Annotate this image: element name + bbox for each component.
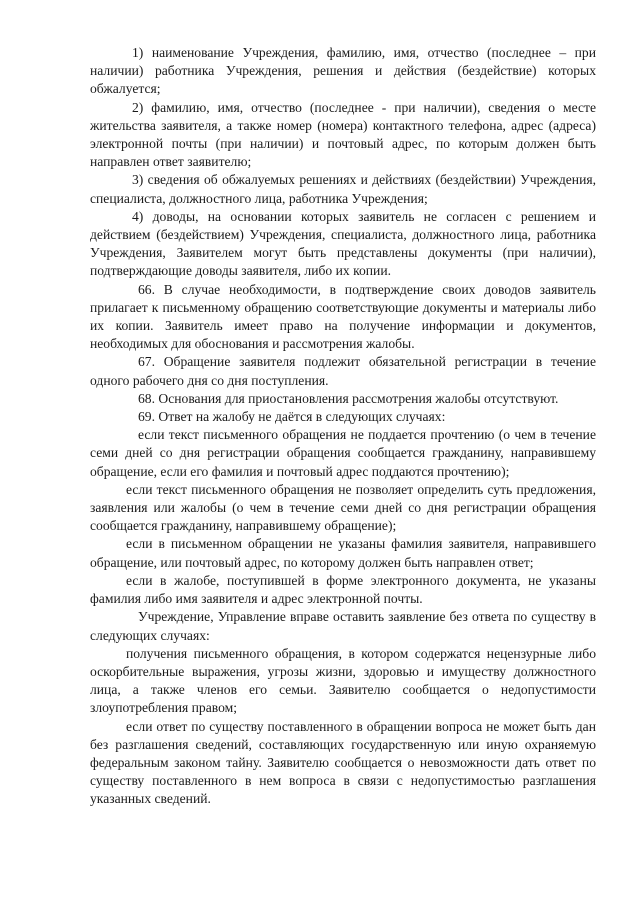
- item-2-paragraph: 2) фамилию, имя, отчество (последнее - при наличии), сведения о месте жительства заявителя, а также номер (номера) контактного телефона, адрес (адреса) электронной почты (при наличии) и почтовый адрес, по которым должен быть направлен ответ заявителю;: [90, 99, 596, 170]
- case-unclear-paragraph: если текст письменного обращения не позволяет определить суть предложения, заявления или жалобы (о чем в течение семи дней со дня регистрации обращения сообщается гражданину, направившему обращение);: [90, 481, 596, 534]
- clause-69-paragraph: 69. Ответ на жалобу не даётся в следующих случаях:: [138, 409, 446, 425]
- case-no-name-paragraph: если в письменном обращении не указаны фамилия заявителя, направившего обращение, или почтовый адрес, по которому должен быть направлен ответ;: [90, 536, 596, 570]
- case-offensive-paragraph: получения письменного обращения, в котором содержатся нецензурные либо оскорбительные выражения, угрозы жизни, здоровью и имуществу должностного лица, а также членов его семьи. Заявителю сообщается о недопустимости злоупотребления правом;: [90, 645, 596, 716]
- leave-without-answer-paragraph: Учреждение, Управление вправе оставить заявление без ответа по существу в следующих случаях:: [90, 609, 596, 643]
- document-body: [90, 44, 596, 809]
- clause-66-paragraph: 66. В случае необходимости, в подтверждение своих доводов заявитель прилагает к письменному обращению соответствующие документы и материалы либо их копии. Заявитель имеет право на получение информации и документов, необходимых для обоснования и рассмотрения жалобы.: [90, 281, 596, 352]
- item-1-paragraph: 1) наименование Учреждения, фамилию, имя, отчество (последнее – при наличии) работника Учреждения, решения и действия (бездействие) которых обжалуется;: [90, 45, 596, 97]
- item-3-paragraph: 3) сведения об обжалуемых решениях и действиях (бездействии) Учреждения, специалиста, должностного лица, работника Учреждения;: [90, 172, 596, 206]
- clause-67-paragraph: 67. Обращение заявителя подлежит обязательной регистрации в течение одного рабочего дня со дня поступления.: [90, 354, 596, 388]
- case-unreadable-paragraph: если текст письменного обращения не поддается прочтению (о чем в течение семи дней со дня регистрации обращения сообщается гражданину, направившему обращение, если его фамилия и почтовый адрес поддаются прочтению);: [90, 427, 596, 479]
- clause-68-paragraph: 68. Основания для приостановления рассмотрения жалобы отсутствуют.: [138, 390, 559, 406]
- case-electronic-paragraph: если в жалобе, поступившей в форме электронного документа, не указаны фамилия либо имя заявителя и адрес электронной почты.: [90, 572, 596, 607]
- case-secret-paragraph: если ответ по существу поставленного в обращении вопроса не может быть дан без разглашения сведений, составляющих государственную или иную охраняемую федеральным законом тайну. Заявителю сообщается о невозможности дать ответ по существу поставленного в нем вопроса в связи с недопустимостью разглашения указанных сведений.: [90, 718, 596, 807]
- item-4-paragraph: 4) доводы, на основании которых заявитель не согласен с решением и действием (бездействием) Учреждения, специалиста, должностного лица, работника Учреждения, Заявителем могут быть представлены документы (при наличии), подтверждающие доводы заявителя, либо их копии.: [90, 208, 596, 279]
